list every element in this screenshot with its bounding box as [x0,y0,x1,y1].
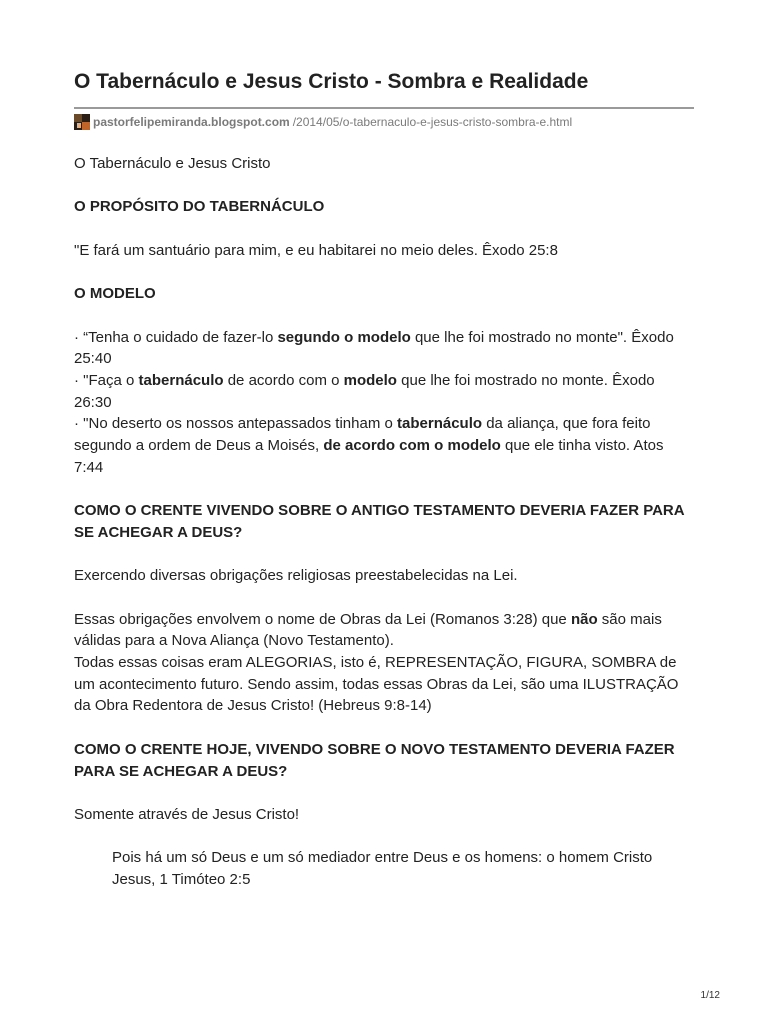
heading-modelo: O MODELO [74,285,156,303]
source-line [74,114,572,130]
source-path[interactable]: /2014/05/o-tabernaculo-e-jesus-cristo-sombra-e.html [292,115,573,129]
blogger-favicon-icon [74,114,90,130]
verse-exodo: "E fará um santuário para mim, e eu habitarei no meio deles. Êxodo 25:8 [74,241,558,259]
alegorias-text: Todas essas coisas eram ALEGORIAS, isto é, REPRESENTAÇÃO, FIGURA, SOMBRA de um acontecimento futuro. Sendo assim, todas essas Obras da Lei, são uma ILUSTRAÇÃO da Obra Redentora de Jesus Cristo! (Hebreus 9:8-14) [74,654,679,715]
heading-novo-testamento: COMO O CRENTE HOJE, VIVENDO SOBRE O NOVO TESTAMENTO DEVERIA FAZER PARA SE ACHEGAR A DEUS? [74,740,675,780]
obrigacoes-text: Essas obrigações envolvem o nome de Obras da Lei (Romanos 3:28) que não são mais válidas para a Nova Aliança (Novo Testamento). [74,610,662,650]
intro-text: O Tabernáculo e Jesus Cristo [74,155,271,172]
modelo-list [74,327,694,479]
exercendo-text: Exercendo diversas obrigações religiosas preestabelecidas na Lei. [74,567,518,585]
article-body [74,153,694,891]
blockquote-timoteo: Pois há um só Deus e um só mediador entre Deus e os homens: o homem Cristo Jesus, 1 Timóteo 2:5 [112,849,653,889]
source-domain[interactable]: pastorfelipemiranda.blogspot.com [93,115,290,129]
obrigacoes-paragraph [74,609,694,718]
heading-antigo-testamento: COMO O CRENTE VIVENDO SOBRE O ANTIGO TESTAMENTO DEVERIA FAZER PARA SE ACHEGAR A DEUS? [74,502,685,541]
title-divider [74,107,694,109]
page-title: O Tabernáculo e Jesus Cristo - Sombra e Realidade [74,70,589,93]
page-number: 1/12 [700,990,720,1001]
heading-proposito: O PROPÓSITO DO TABERNÁCULO [74,198,325,216]
modelo-item-2: · "Faça o tabernáculo de acordo com o modelo que lhe foi mostrado no monte. Êxodo 26:30 [74,371,655,411]
modelo-item-1: · “Tenha o cuidado de fazer-lo segundo o modelo que lhe foi mostrado no monte". Êxodo 25:40 [74,328,674,368]
modelo-item-3: · "No deserto os nossos antepassados tinham o tabernáculo da aliança, que fora feito segundo a ordem de Deus a Moisés, de acordo com o modelo que ele tinha visto. Atos 7:44 [74,415,664,476]
somente-text: Somente através de Jesus Cristo! [74,805,300,823]
